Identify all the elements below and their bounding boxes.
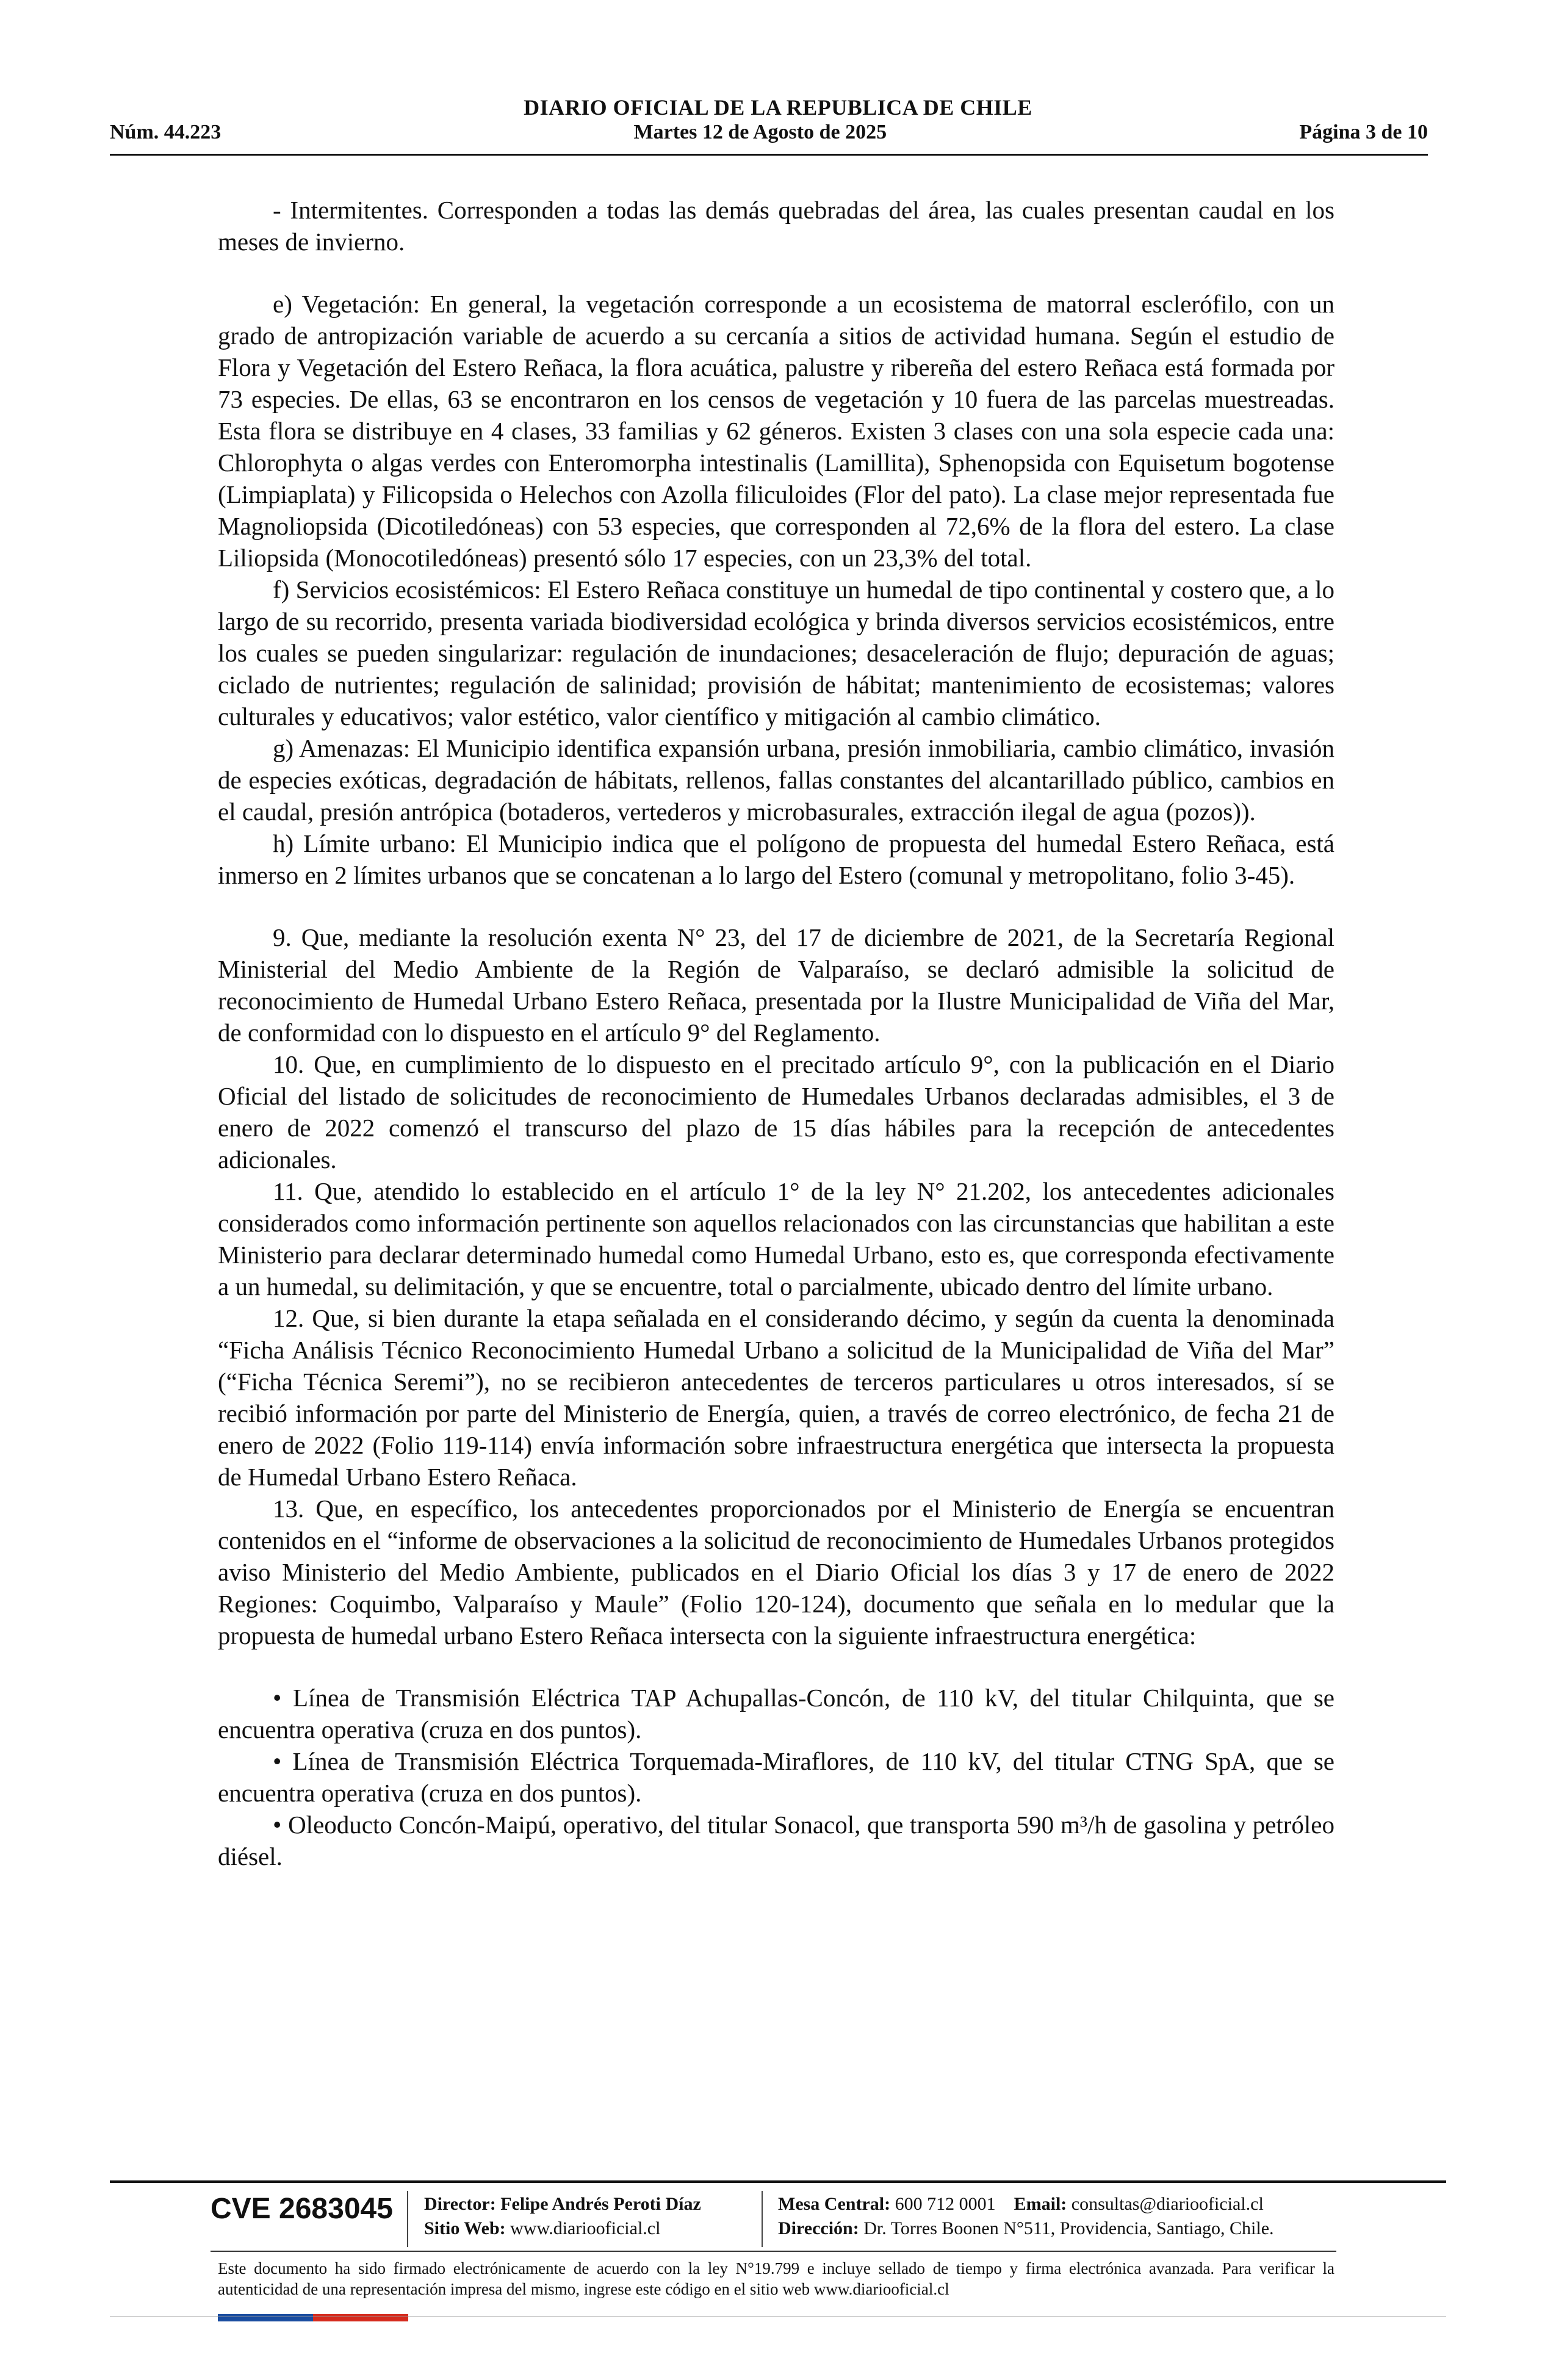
footer-divider (110, 2180, 1446, 2183)
paragraph-considerando-11: 11. Que, atendido lo establecido en el artículo 1° de la ley N° 21.202, los antecedentes adicionales considerados como información pertinente son aquellos relacionados con las circunstancias que habilitan a este Ministerio para declarar determinado humedal como Humedal Urbano, esto es, que corresponda efectivamente a un humedal, su delimitación, y que se encuentre, total o parcialmente, ubicado dentro del límite urbano. (218, 1177, 1334, 1300)
director-name: Felipe Andrés Peroti Díaz (500, 2194, 701, 2214)
paragraph-amenazas: g) Amenazas: El Municipio identifica expansión urbana, presión inmobiliaria, cambio climático, invasión de especies exóticas, degradación de hábitats, rellenos, fallas constantes del alcantarillado público, cambios en el caudal, presión antrópica (botaderos, vertederos y microbasurales, extracción ilegal de agua (pozos)). (218, 734, 1334, 826)
footer-separator (762, 2191, 763, 2247)
flag-red-segment (313, 2314, 408, 2321)
list-item: • Línea de Transmisión Eléctrica Torquemada-Miraflores, de 110 kV, del titular CTNG SpA, que se encuentra operativa (cruza en dos puntos). (218, 1747, 1334, 1807)
paragraph-vegetacion: e) Vegetación: En general, la vegetación corresponde a un ecosistema de matorral esclerófilo, con un grado de antropización variable de acuerdo a su cercanía a sitios de actividad humana. Según el estudio de Flora y Vegetación del Estero Reñaca, la flora acuática, palustre y ribereña del estero Reñaca está formada por 73 especies. De ellas, 63 se encontraron en los censos de vegetación y 10 fuera de las parcelas muestreadas. Esta flora se distribuye en 4 clases, 33 familias y 62 géneros. Existen 3 clases con una sola especie cada una: Chlorophyta o algas verdes con Enteromorpha intestinalis (Lamillita), Sphenopsida con Equisetum bogotense (Limpiaplata) y Filicopsida o Helechos con Azolla filiculoides (Flor del pato). La clase mejor representada fue Magnoliopsida (Dicotiledóneas) con 53 especies, que corresponden al 72,6% de la flora del estero. La clase Liliopsida (Monocotiledóneas) presentó sólo 17 especies, con un 23,3% del total. (218, 290, 1334, 572)
document-body (218, 194, 1334, 1872)
cve-code: CVE 2683045 (211, 2193, 393, 2225)
email-label: Email: (1014, 2194, 1067, 2214)
newspaper-title: DIARIO OFICIAL DE LA REPUBLICA DE CHILE (524, 95, 1032, 120)
footer-separator (407, 2191, 408, 2247)
address-value: Dr. Torres Boonen N°511, Providencia, Santiago, Chile. (863, 2218, 1274, 2238)
footer-contact-block (778, 2192, 1274, 2241)
header-row (110, 121, 1428, 144)
paragraph-limite-urbano: h) Límite urbano: El Municipio indica que el polígono de propuesta del humedal Estero Reñaca, está inmerso en 2 límites urbanos que se concatenan a lo largo del Estero (comunal y metropolitano, folio 3-45). (218, 829, 1334, 889)
footer-director-block (424, 2192, 701, 2241)
paragraph-considerando-13: 13. Que, en específico, los antecedentes proporcionados por el Ministerio de Energía se encuentran contenidos en el “informe de observaciones a la solicitud de reconocimiento de Humedales Urbanos protegidos aviso Ministerio del Medio Ambiente, publicados en el Diario Oficial los días 3 y 17 de enero de 2022 Regiones: Coquimbo, Valparaíso y Maule” (Folio 120-124), documento que señala en lo medular que la propuesta de humedal urbano Estero Reñaca intersecta con la siguiente infraestructura energética: (218, 1495, 1334, 1650)
issue-date: Martes 12 de Agosto de 2025 (633, 121, 887, 143)
issue-number: Núm. 44.223 (110, 121, 222, 143)
footer-inner-divider (211, 2251, 1336, 2252)
paragraph-intermitentes: - Intermitentes. Corresponden a todas las demás quebradas del área, las cuales presentan caudal en los meses de invierno. (218, 196, 1334, 256)
signature-notice: Este documento ha sido firmado electrónicamente de acuerdo con la ley N°19.799 e incluye sellado de tiempo y firma electrónica avanzada. Para verificar la autenticidad de una representación impresa del mismo, ingrese este código en el sitio web www.diariooficial.cl (218, 2259, 1334, 2298)
header-divider (110, 154, 1428, 156)
address-label: Dirección: (778, 2218, 859, 2238)
web-link[interactable]: www.diariooficial.cl (510, 2218, 661, 2238)
list-item: • Línea de Transmisión Eléctrica TAP Achupallas-Concón, de 110 kV, del titular Chilquinta, que se encuentra operativa (cruza en dos puntos). (218, 1684, 1334, 1744)
email-link[interactable]: consultas@diariooficial.cl (1071, 2194, 1264, 2214)
mesa-label: Mesa Central: (778, 2194, 891, 2214)
web-label: Sitio Web: (424, 2218, 506, 2238)
paragraph-considerando-9: 9. Que, mediante la resolución exenta N° 23, del 17 de diciembre de 2021, de la Secretaría Regional Ministerial del Medio Ambiente de la Región de Valparaíso, se declaró admisible la solicitud de reconocimiento de Humedal Urbano Estero Reñaca, presentada por la Ilustre Municipalidad de Viña del Mar, de conformidad con lo dispuesto en el artículo 9° del Reglamento. (218, 923, 1334, 1047)
page-number: Página 3 de 10 (1299, 121, 1428, 143)
chile-flag-stripe (218, 2314, 408, 2321)
paragraph-servicios: f) Servicios ecosistémicos: El Estero Reñaca constituye un humedal de tipo continental y costero que, a lo largo de su recorrido, presenta variada biodiversidad ecológica y brinda diversos servicios ecosistémicos, entre los cuales se pueden singularizar: regulación de inundaciones; desaceleración de flujo; depuración de aguas; ciclado de nutrientes; regulación de salinidad; provisión de hábitat; mantenimiento de ecosistemas; valores culturales y educativos; valor estético, valor científico y mitigación al cambio climático. (218, 575, 1334, 730)
paragraph-considerando-10: 10. Que, en cumplimiento de lo dispuesto en el precitado artículo 9°, con la publicación en el Diario Oficial del listado de solicitudes de reconocimiento de Humedales Urbanos declaradas admisibles, el 3 de enero de 2022 comenzó el transcurso del plazo de 15 días hábiles para la recepción de antecedentes adicionales. (218, 1050, 1334, 1174)
director-label: Director: (424, 2194, 496, 2214)
list-item: • Oleoducto Concón-Maipú, operativo, del titular Sonacol, que transporta 590 m³/h de gasolina y petróleo diésel. (218, 1811, 1334, 1870)
flag-blue-segment (218, 2314, 313, 2321)
mesa-phone: 600 712 0001 (895, 2194, 996, 2214)
paragraph-considerando-12: 12. Que, si bien durante la etapa señalada en el considerando décimo, y según da cuenta la denominada “Ficha Análisis Técnico Reconocimiento Humedal Urbano a solicitud de la Municipalidad de Viña del Mar” (“Ficha Técnica Seremi”), no se recibieron antecedentes de terceros particulares u otros interesados, sí se recibió información por parte del Ministerio de Energía, quien, a través de correo electrónico, de fecha 21 de enero de 2022 (Folio 119-114) envía información sobre infraestructura energética que intersecta la propuesta de Humedal Urbano Estero Reñaca. (218, 1304, 1334, 1491)
